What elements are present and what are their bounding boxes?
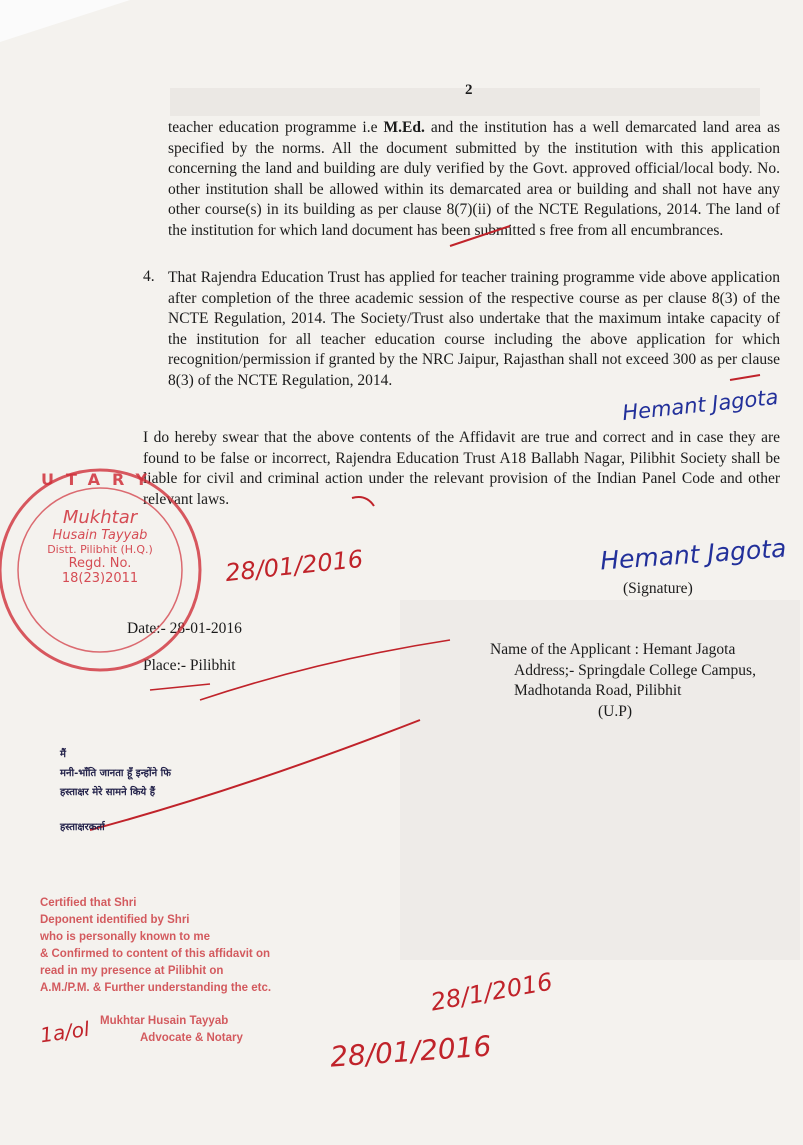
handwritten-date-stamp: 28/01/2016 <box>223 544 365 588</box>
handwritten-initials: 1a/ol <box>38 1016 91 1048</box>
hindi-line-4: हस्ताक्षरकर्ता <box>60 822 105 833</box>
applicant-name: Name of the Applicant : Hemant Jagota <box>490 641 736 658</box>
para1-course-name: M.Ed. <box>383 119 425 136</box>
applicant-state: (U.P) <box>598 702 633 720</box>
notary-line-2: Deponent identified by Shri <box>40 914 190 926</box>
hindi-identification-stamp <box>60 745 171 837</box>
notary-line-8: Advocate & Notary <box>140 1032 243 1044</box>
notary-line-5: read in my presence at Pilibhit on <box>40 965 224 977</box>
date-line: Date:- 28-01-2016 <box>127 620 242 637</box>
stamp-line-3: Distt. Pilibhit (H.Q.) <box>47 543 153 556</box>
handwritten-signature-2: Hemant Jagota <box>599 533 788 576</box>
paragraph-4-number: 4. <box>143 268 155 285</box>
handwritten-notary-date-2: 28/01/2016 <box>329 1029 493 1074</box>
stamp-ring-text: UTARY <box>40 470 160 489</box>
notary-certificate-stamp <box>40 895 271 1047</box>
stamp-line-2: Husain Tayyab <box>52 528 148 543</box>
place-line: Place:- Pilibhit <box>143 657 236 674</box>
signature-label: (Signature) <box>623 580 693 597</box>
applicant-address-2: Madhotanda Road, Pilibhit <box>514 682 682 700</box>
hindi-line-2: मनी-भाँति जानता हूँ इन्होंने फि <box>60 768 171 779</box>
declaration-paragraph: I do hereby swear that the above contents of the Affidavit are true and correct and in case they are found to be false or incorrect, Rajendra Education Trust A18 Ballabh Nagar, Pilibhit Society shall be liable for civil and criminal action under the relevant provision of the Indian Panel Code and other relevant laws. <box>143 429 780 508</box>
para1-text-rest: and the institution has a well demarcated land area as specified by the norms. All the document submitted by the institution with this application concerning the land and building are duly verified by the Govt. approved official/local body. No. other institution shall be allowed within its demarcated area or building and shall not have any other course(s) in its building as per clause 8(7)(ii) of the NCTE Regulations, 2014. The land of the institution for which land document has been submitted s free from all encumbrances. <box>168 119 781 239</box>
para1-text-start: teacher education programme i.e <box>168 119 384 136</box>
page-number: 2 <box>465 82 473 98</box>
stamp-line-5: 18(23)2011 <box>61 571 139 586</box>
circular-notary-stamp <box>20 470 180 670</box>
applicant-address: Address;- Springdale College Campus, <box>514 661 756 679</box>
hindi-line-1: मैं <box>60 749 66 760</box>
notary-line-4: & Confirmed to content of this affidavit on <box>40 948 270 960</box>
handwritten-notary-date-1: 28/1/2016 <box>428 967 555 1017</box>
notary-line-6: A.M./P.M. & Further understanding the etc. <box>40 982 272 994</box>
hindi-line-3: हस्ताक्षर मेरे सामने किये हैं <box>60 787 156 798</box>
handwritten-signature-1: Hemant Jagota <box>621 384 780 426</box>
paragraph-4-intake: That Rajendra Education Trust has applied for teacher training programme vide above application after completion of the three academic session of the respective course as per clause 8(3) of the NCTE Regulation, 2014. The Society/Trust also undertake that the maximum intake capacity of the institution for all teacher education course including the above application for which recognition/permission if granted by the NRC Jaipur, Rajasthan shall not exceed 300 as per clause 8(3) of the NCTE Regulation, 2014. <box>168 269 780 389</box>
stamp-line-4: Regd. No. <box>68 556 132 571</box>
notary-line-3: who is personally known to me <box>40 931 210 943</box>
notary-line-7: Mukhtar Husain Tayyab <box>100 1015 229 1027</box>
notary-line-1: Certified that Shri <box>40 897 137 909</box>
stamp-line-1: Mukhtar <box>62 507 138 528</box>
